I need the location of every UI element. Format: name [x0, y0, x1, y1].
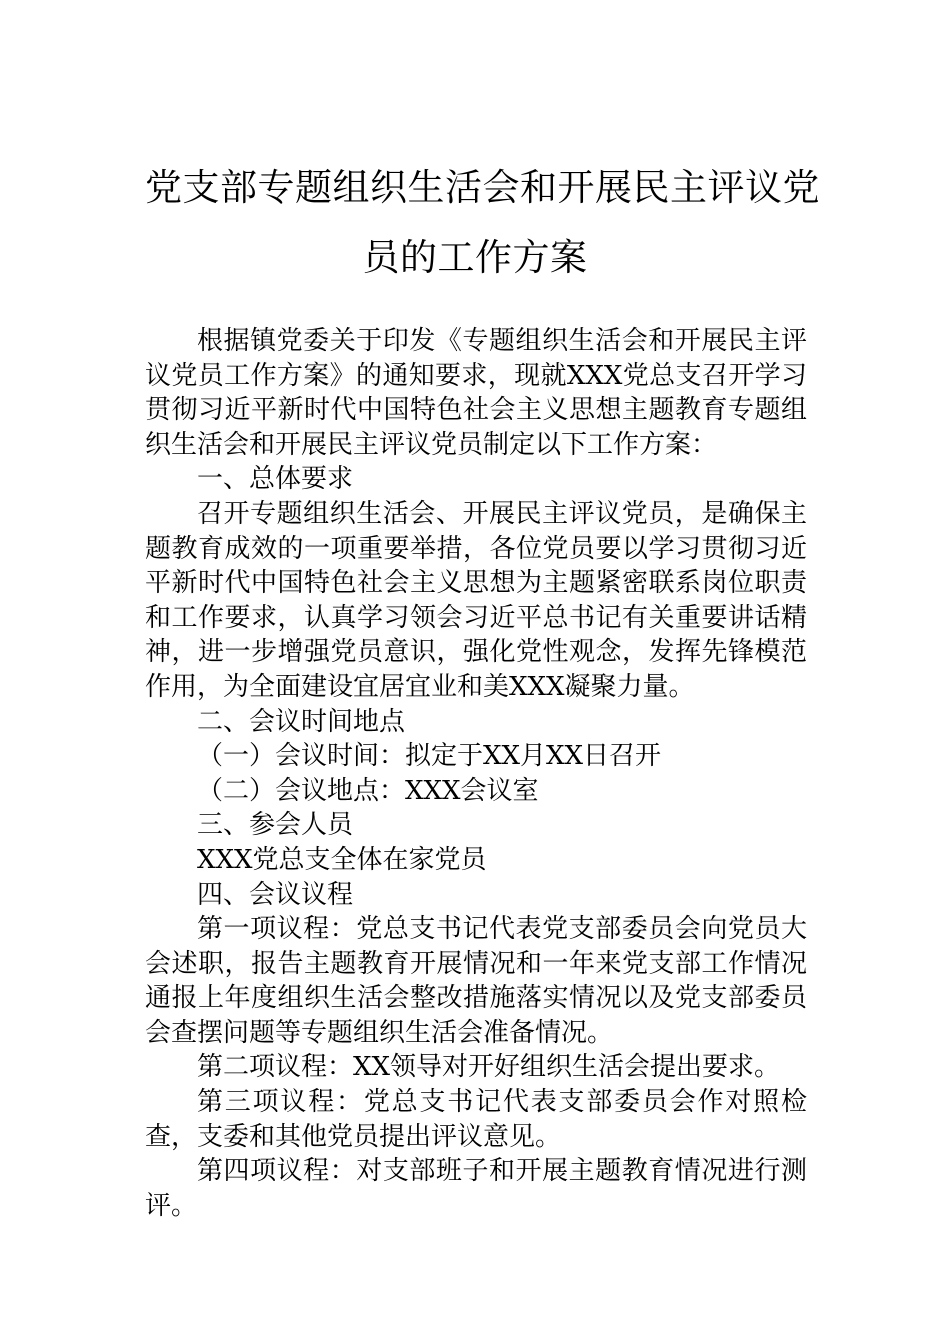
- section-heading-agenda: 四、会议议程: [197, 879, 354, 910]
- document-title-line-2: 员的工作方案: [362, 236, 588, 279]
- agenda-item-4: 第四项议程：对支部班子和开展主题教育情况进行测评。: [145, 1156, 807, 1221]
- section-heading-attendees: 三、参会人员: [197, 810, 354, 841]
- agenda-item-1: 第一项议程：党总支书记代表党支部委员会向党员大会述职，报告主题教育开展情况和一年来党支部工作情况通报上年度组织生活会整改措施落实情况以及党支部委员会查摆问题等专题组织生活会准备情况。: [145, 914, 807, 1048]
- agenda-item-3: 第三项议程：党总支书记代表支部委员会作对照检查，支委和其他党员提出评议意见。: [145, 1087, 807, 1152]
- section-heading-general-requirements: 一、总体要求: [197, 464, 354, 495]
- agenda-item-2: 第二项议程：XX领导对开好组织生活会提出要求。: [197, 1052, 781, 1083]
- intro-paragraph: 根据镇党委关于印发《专题组织生活会和开展民主评议党员工作方案》的通知要求，现就XXX党总支召开学习贯彻习近平新时代中国特色社会主义思想主题教育专题组织生活会和开展民主评议党员制定以下工作方案：: [145, 326, 807, 460]
- section-heading-time-place: 二、会议时间地点: [197, 706, 406, 737]
- document-title-line-1: 党支部专题组织生活会和开展民主评议党: [145, 166, 820, 209]
- meeting-place-item: （二）会议地点：XXX会议室: [197, 775, 539, 806]
- attendees-paragraph: XXX党总支全体在家党员: [197, 844, 487, 875]
- document-body: [145, 324, 807, 1223]
- general-requirements-paragraph: 召开专题组织生活会、开展民主评议党员，是确保主题教育成效的一项重要举措，各位党员要以学习贯彻习近平新时代中国特色社会主义思想为主题紧密联系岗位职责和工作要求，认真学习领会习近平总书记有关重要讲话精神，进一步增强党员意识，强化党性观念，发挥先锋模范作用，为全面建设宜居宜业和美XXX凝聚力量。: [145, 498, 807, 702]
- meeting-time-item: （一）会议时间：拟定于XX月XX日召开: [197, 741, 662, 772]
